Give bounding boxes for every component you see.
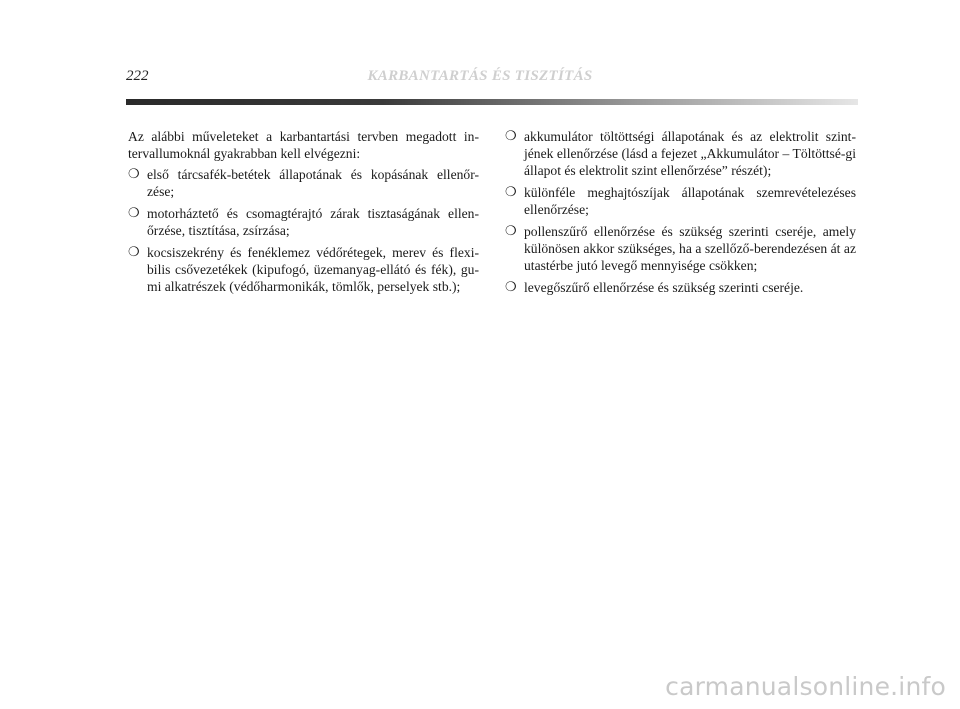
bullet-circle-icon: ❍ bbox=[505, 185, 517, 200]
bullet-circle-icon: ❍ bbox=[505, 280, 517, 295]
list-item-text: különféle meghajtószíjak állapotának szemrevételezéses ellenőrzése; bbox=[524, 185, 856, 217]
bullet-circle-icon: ❍ bbox=[505, 129, 517, 144]
list-item-text: levegőszűrő ellenőrzése és szükség szerinti cseréje. bbox=[524, 280, 804, 295]
list-item-text: pollenszűrő ellenőrzése és szükség szerinti cseréje, amely különösen akkor szükséges, ha a szellőző-berendezésen át az utastérbe jutó levegő mennyisége csökken; bbox=[524, 224, 856, 273]
bullet-circle-icon: ❍ bbox=[128, 206, 140, 221]
left-bullet-list bbox=[128, 166, 479, 295]
intro-paragraph: Az alábbi műveleteket a karbantartási tervben megadott in-tervallumoknál gyakrabban kell elvégezni: bbox=[128, 129, 479, 161]
list-item bbox=[128, 205, 479, 239]
left-column bbox=[128, 128, 479, 300]
list-item bbox=[128, 166, 479, 200]
list-item bbox=[128, 244, 479, 295]
list-item-text: akkumulátor töltöttségi állapotának és az elektrolit szint-jének ellenőrzése (lásd a fejezet „Akkumulátor – Töltöttsé-gi állapot és elektrolit szint ellenőrzése” részét); bbox=[524, 129, 856, 178]
watermark-text: carmanualsonline.info bbox=[665, 672, 946, 701]
list-item bbox=[505, 184, 856, 218]
section-title: KARBANTARTÁS ÉS TISZTÍTÁS bbox=[367, 68, 593, 84]
right-column bbox=[505, 128, 856, 301]
list-item-text: kocsiszekrény és fenéklemez védőrétegek, merev és flexi-bilis csővezetékek (kipufogó, üzemanyag-ellátó és fék), gu-mi alkatrészek (védőharmonikák, tömlők, perselyek stb.); bbox=[147, 245, 479, 294]
bullet-circle-icon: ❍ bbox=[505, 224, 517, 239]
list-item bbox=[505, 279, 856, 296]
header-rule bbox=[126, 99, 858, 105]
list-item-text: első tárcsafék-betétek állapotának és kopásának ellenőr-zése; bbox=[147, 167, 479, 199]
list-item bbox=[505, 128, 856, 179]
page-number: 222 bbox=[126, 68, 149, 84]
right-bullet-list bbox=[505, 128, 856, 296]
list-item-text: motorháztető és csomagtérajtó zárak tisztaságának ellen-őrzése, tisztítása, zsírzása; bbox=[147, 206, 479, 238]
list-item bbox=[505, 223, 856, 274]
bullet-circle-icon: ❍ bbox=[128, 245, 140, 260]
bullet-circle-icon: ❍ bbox=[128, 167, 140, 182]
